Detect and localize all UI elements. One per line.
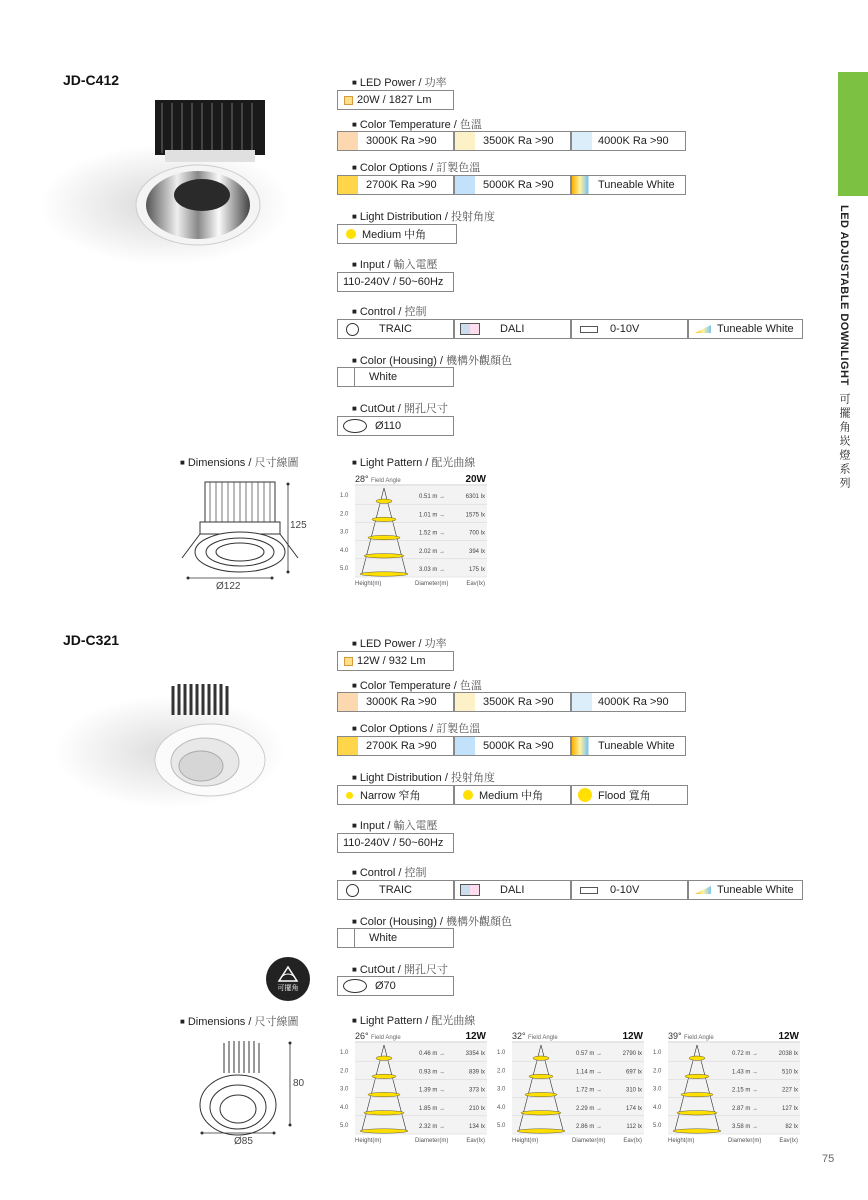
- light-spot: [368, 535, 400, 539]
- product-photo-jd-c321: [55, 680, 285, 810]
- lux-value: 112 lx: [626, 1124, 642, 1130]
- sidebar-title-cn: 可擺角崁燈系列: [838, 392, 850, 491]
- light-spot: [525, 1092, 557, 1096]
- height-tick: 4.0: [340, 1104, 349, 1111]
- field-angle-value: 28°: [355, 474, 369, 484]
- footer-diameter-label: Diameter(m): [728, 1138, 762, 1144]
- diameter-value: 2.87 m →: [732, 1105, 759, 1112]
- tuneable-white-icon: [695, 325, 711, 333]
- light-spot: [517, 1129, 565, 1133]
- height-tick: 3.0: [340, 1086, 349, 1093]
- sidebar-title-en: LED ADJUSTABLE DOWNLIGHT: [838, 205, 850, 386]
- diameter-value: 1.01 m →: [419, 512, 446, 519]
- lux-value: 2790 lx: [622, 1051, 642, 1058]
- diameter-value: 3.58 m →: [732, 1124, 759, 1130]
- color-options-label: ■ Color Options / 訂製色溫: [352, 162, 481, 174]
- power-box: [337, 90, 454, 110]
- adjustable-angle-icon: [277, 965, 299, 983]
- lux-value: 697 lx: [625, 1069, 642, 1076]
- color-temp-option: 4000K Ra >90: [571, 131, 686, 151]
- footer-height-label: Height(m): [355, 1138, 382, 1144]
- height-tick: 5.0: [653, 1123, 662, 1129]
- height-tick: 1.0: [340, 1050, 349, 1057]
- cutout-hole-icon: [343, 419, 367, 433]
- height-tick: 5.0: [340, 1123, 349, 1129]
- medium-dot-icon: [463, 790, 473, 800]
- lux-value: 373 lx: [468, 1087, 485, 1094]
- control-row: [337, 319, 803, 339]
- white-swatch: [338, 929, 355, 947]
- lux-value: 394 lx: [468, 548, 485, 555]
- housing-box: White: [337, 928, 454, 948]
- lux-value: 82 lx: [785, 1124, 798, 1130]
- light-pattern-label: ■ Light Pattern / 配光曲線: [352, 457, 476, 469]
- control-option: 0-10V: [571, 319, 688, 339]
- power-icon: [344, 657, 353, 666]
- light-pattern-svg: [494, 1029, 644, 1147]
- light-pattern-chart: [650, 1029, 800, 1152]
- diameter-value: 1.43 m →: [732, 1069, 759, 1076]
- diameter-value: 0.72 m →: [732, 1051, 759, 1058]
- medium-dot-icon: [346, 229, 356, 239]
- light-distribution-label: ■ Light Distribution / 投射角度: [352, 211, 495, 223]
- adjustable-badge: 可擺角: [266, 957, 310, 1001]
- page-number: 75: [822, 1153, 835, 1165]
- lux-value: 175 lx: [468, 567, 485, 573]
- field-angle-value: 26°: [355, 1031, 369, 1041]
- flood-dot-icon: [578, 788, 592, 802]
- height-tick: 2.0: [340, 1068, 349, 1075]
- housing-label: ■ Color (Housing) / 機構外觀顏色: [352, 355, 513, 367]
- product-model: JD-C412: [63, 72, 120, 88]
- light-spot: [677, 1111, 717, 1115]
- height-tick: 1.0: [340, 493, 349, 500]
- color-temp-option: 4000K Ra >90: [571, 692, 686, 712]
- cutout-label: ■ CutOut / 開孔尺寸: [352, 964, 448, 976]
- dimmer-slider-icon: [580, 326, 598, 333]
- chart-power: 12W: [465, 1031, 486, 1042]
- color-option: Tuneable White: [571, 736, 686, 756]
- light-spot: [372, 1074, 396, 1078]
- dimensions-label: ■ Dimensions / 尺寸線圖: [180, 1016, 299, 1028]
- color-option: Tuneable White: [571, 175, 686, 195]
- field-angle-label: Field Angle: [371, 1035, 401, 1041]
- color-temp-label: ■ Color Temperature / 色溫: [352, 119, 482, 131]
- narrow-dot-icon: [346, 792, 353, 799]
- dimensions-label: ■ Dimensions / 尺寸線圖: [180, 457, 299, 469]
- dimension-drawing-jd-c412: [170, 474, 320, 594]
- lux-value: 510 lx: [781, 1069, 798, 1076]
- height-tick: 4.0: [497, 1104, 506, 1111]
- input-label: ■ Input / 輸入電壓: [352, 820, 438, 832]
- height-tick: 2.0: [340, 511, 349, 518]
- color-option: 5000K Ra >90: [454, 736, 571, 756]
- color-temp-row: [337, 692, 686, 712]
- lux-value: 839 lx: [468, 1069, 485, 1076]
- field-angle-value: 39°: [668, 1031, 682, 1041]
- tuneable-white-icon: [695, 886, 711, 894]
- lux-value: 310 lx: [625, 1087, 642, 1094]
- light-pattern-svg: [650, 1029, 800, 1147]
- light-pattern-chart: [337, 1029, 487, 1152]
- footer-lux-label: Eav(lx): [466, 581, 485, 587]
- product-model: JD-C321: [63, 632, 120, 648]
- light-pattern-label: ■ Light Pattern / 配光曲線: [352, 1015, 476, 1027]
- height-tick: 3.0: [497, 1086, 506, 1093]
- light-spot: [689, 1056, 705, 1060]
- dimension-width: Ø122: [216, 581, 241, 592]
- light-spot: [372, 517, 396, 521]
- height-tick: 2.0: [497, 1068, 506, 1075]
- dimmer-slider-icon: [580, 887, 598, 894]
- chart-power: 20W: [465, 474, 486, 485]
- lux-value: 174 lx: [625, 1105, 642, 1112]
- control-option: Tuneable White: [688, 319, 803, 339]
- light-spot: [360, 572, 408, 576]
- sidebar-title: [832, 205, 852, 491]
- height-tick: 3.0: [653, 1086, 662, 1093]
- control-option: Tuneable White: [688, 880, 803, 900]
- light-spot: [360, 1129, 408, 1133]
- distribution-option: Flood 寬角: [571, 785, 688, 805]
- diameter-value: 2.02 m →: [419, 548, 446, 555]
- control-option: TRAIC: [337, 319, 454, 339]
- light-spot: [521, 1111, 561, 1115]
- control-label: ■ Control / 控制: [352, 306, 427, 318]
- footer-diameter-label: Diameter(m): [415, 581, 449, 587]
- dimension-height: 80: [293, 1078, 305, 1089]
- color-temp-option: 3500K Ra >90: [454, 692, 571, 712]
- light-spot: [685, 1074, 709, 1078]
- height-tick: 5.0: [340, 566, 349, 572]
- footer-diameter-label: Diameter(m): [572, 1138, 606, 1144]
- light-spot: [368, 1092, 400, 1096]
- chart-power: 12W: [622, 1031, 643, 1042]
- distribution-option: Narrow 窄角: [337, 785, 454, 805]
- dali-panel-icon: [460, 884, 480, 896]
- color-option: 2700K Ra >90: [337, 175, 454, 195]
- led-power-label: ■ LED Power / 功率: [352, 77, 447, 89]
- lux-value: 127 lx: [781, 1105, 798, 1112]
- dimension-height: 125: [290, 520, 307, 531]
- height-tick: 1.0: [497, 1050, 506, 1057]
- light-pattern-svg: [337, 1029, 487, 1147]
- field-angle-label: Field Angle: [371, 478, 401, 484]
- diameter-value: 1.52 m →: [419, 530, 446, 537]
- input-label: ■ Input / 輸入電壓: [352, 259, 438, 271]
- color-options-row: [337, 736, 686, 756]
- control-option: DALI: [454, 880, 571, 900]
- traic-dial-icon: [346, 884, 359, 897]
- color-temp-label: ■ Color Temperature / 色溫: [352, 680, 482, 692]
- control-option: DALI: [454, 319, 571, 339]
- color-temp-row: [337, 131, 686, 151]
- light-distribution-label: ■ Light Distribution / 投射角度: [352, 772, 495, 784]
- input-box: 110-240V / 50~60Hz: [337, 833, 454, 853]
- height-tick: 2.0: [653, 1068, 662, 1075]
- color-temp-option: 3500K Ra >90: [454, 131, 571, 151]
- product-photo-jd-c412: [40, 95, 290, 270]
- diameter-value: 3.03 m →: [419, 567, 446, 573]
- lux-value: 6301 lx: [465, 494, 485, 501]
- housing-label: ■ Color (Housing) / 機構外觀顏色: [352, 916, 513, 928]
- footer-height-label: Height(m): [355, 581, 382, 587]
- control-option: TRAIC: [337, 880, 454, 900]
- lux-value: 134 lx: [468, 1124, 485, 1130]
- light-spot: [533, 1056, 549, 1060]
- light-spot: [376, 1056, 392, 1060]
- footer-lux-label: Eav(lx): [779, 1138, 798, 1144]
- distribution-option: Medium 中角: [454, 785, 571, 805]
- color-temp-option: 3000K Ra >90: [337, 131, 454, 151]
- diameter-value: 0.46 m →: [419, 1051, 446, 1058]
- lux-value: 227 lx: [781, 1087, 798, 1094]
- height-tick: 3.0: [340, 529, 349, 536]
- distribution-row: [337, 785, 688, 805]
- traic-dial-icon: [346, 323, 359, 336]
- light-pattern-chart: [494, 1029, 644, 1152]
- cutout-hole-icon: [343, 979, 367, 993]
- control-row: [337, 880, 803, 900]
- control-label: ■ Control / 控制: [352, 867, 427, 879]
- dali-panel-icon: [460, 323, 480, 335]
- color-option: 2700K Ra >90: [337, 736, 454, 756]
- housing-box: White: [337, 367, 454, 387]
- cutout-label: ■ CutOut / 開孔尺寸: [352, 403, 448, 415]
- white-swatch: [338, 368, 355, 386]
- light-spot: [529, 1074, 553, 1078]
- footer-lux-label: Eav(lx): [466, 1138, 485, 1144]
- control-option: 0-10V: [571, 880, 688, 900]
- power-value: 20W / 1827 Lm: [357, 94, 432, 106]
- chart-power: 12W: [778, 1031, 799, 1042]
- light-spot: [364, 1111, 404, 1115]
- height-tick: 5.0: [497, 1123, 506, 1129]
- color-temp-option: 3000K Ra >90: [337, 692, 454, 712]
- diameter-value: 0.51 m →: [419, 494, 446, 501]
- field-angle-value: 32°: [512, 1031, 526, 1041]
- diameter-value: 1.14 m →: [576, 1069, 603, 1076]
- sidebar-accent-bar: [838, 72, 868, 196]
- distribution-option: Medium 中角: [337, 224, 457, 244]
- dimension-width: Ø85: [234, 1136, 253, 1147]
- lux-value: 3354 lx: [465, 1051, 485, 1058]
- light-spot: [376, 499, 392, 503]
- height-tick: 1.0: [653, 1050, 662, 1057]
- diameter-value: 1.39 m →: [419, 1087, 446, 1094]
- diameter-value: 1.72 m →: [576, 1087, 603, 1094]
- lux-value: 210 lx: [468, 1105, 485, 1112]
- light-pattern-chart: [337, 472, 487, 595]
- diameter-value: 0.93 m →: [419, 1069, 446, 1076]
- footer-lux-label: Eav(lx): [623, 1138, 642, 1144]
- footer-height-label: Height(m): [668, 1138, 695, 1144]
- color-option: 5000K Ra >90: [454, 175, 571, 195]
- cutout-box: Ø110: [337, 416, 454, 436]
- power-box: 12W / 932 Lm: [337, 651, 454, 671]
- color-options-row: [337, 175, 686, 195]
- footer-diameter-label: Diameter(m): [415, 1138, 449, 1144]
- diameter-value: 0.57 m →: [576, 1051, 603, 1058]
- diameter-value: 2.86 m →: [576, 1124, 603, 1130]
- footer-height-label: Height(m): [512, 1138, 539, 1144]
- light-spot: [681, 1092, 713, 1096]
- light-pattern-svg: [337, 472, 487, 590]
- light-spot: [364, 554, 404, 558]
- diameter-value: 2.29 m →: [576, 1105, 603, 1112]
- power-icon: [344, 96, 353, 105]
- dimension-drawing-jd-c321: [190, 1035, 310, 1145]
- cutout-box: Ø70: [337, 976, 454, 996]
- diameter-value: 2.32 m →: [419, 1124, 446, 1130]
- height-tick: 4.0: [340, 547, 349, 554]
- light-spot: [673, 1129, 721, 1133]
- color-options-label: ■ Color Options / 訂製色溫: [352, 723, 481, 735]
- led-power-label: ■ LED Power / 功率: [352, 638, 447, 650]
- diameter-value: 2.15 m →: [732, 1087, 759, 1094]
- input-box: 110-240V / 50~60Hz: [337, 272, 454, 292]
- lux-value: 700 lx: [468, 530, 485, 537]
- diameter-value: 1.85 m →: [419, 1105, 446, 1112]
- field-angle-label: Field Angle: [528, 1035, 558, 1041]
- lux-value: 2038 lx: [778, 1051, 798, 1058]
- height-tick: 4.0: [653, 1104, 662, 1111]
- lux-value: 1575 lx: [465, 512, 485, 519]
- field-angle-label: Field Angle: [684, 1035, 714, 1041]
